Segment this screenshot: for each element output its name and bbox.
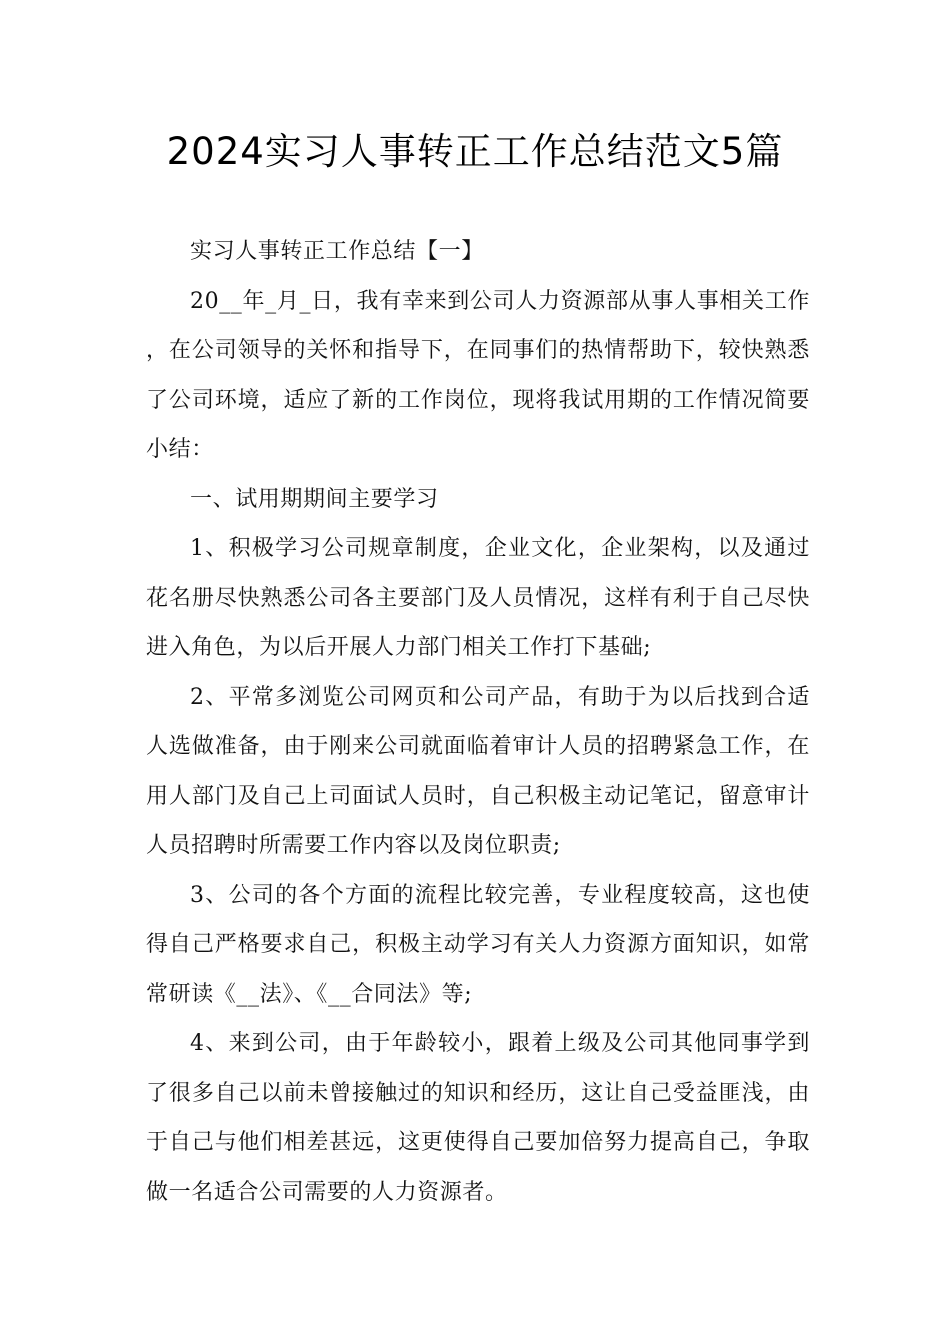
document-body (146, 227, 810, 1217)
paragraph-item-3: 3、公司的各个方面的流程比较完善，专业程度较高，这也使得自己严格要求自己，积极主动学习有关人力资源方面知识，如常常研读《__法》、《__合同法》等; (146, 882, 810, 1007)
section-heading: 实习人事转正工作总结【一】 (190, 239, 484, 264)
subheading-study: 一、试用期期间主要学习 (190, 486, 439, 512)
paragraph-item-4: 4、来到公司，由于年龄较小，跟着上级及公司其他同事学到了很多自己以前未曾接触过的知识和经历，这让自己受益匪浅，由于自己与他们相差甚远，这更使得自己要加倍努力提高自己，争取做一名适合公司需要的人力资源者。 (146, 1031, 810, 1205)
paragraph-item-2: 2、平常多浏览公司网页和公司产品，有助于为以后找到合适人选做准备，由于刚来公司就面临着审计人员的招聘紧急工作，在用人部门及自己上司面试人员时，自己积极主动记笔记，留意审计人员招聘时所需要工作内容以及岗位职责; (146, 684, 810, 858)
paragraph-intro: 20__年_月_日，我有幸来到公司人力资源部从事人事相关工作，在公司领导的关怀和指导下，在同事们的热情帮助下，较快熟悉了公司环境，适应了新的工作岗位，现将我试用期的工作情况简要小结： (146, 288, 810, 462)
paragraph-item-1: 1、积极学习公司规章制度，企业文化，企业架构，以及通过花名册尽快熟悉公司各主要部门及人员情况，这样有利于自己尽快进入角色，为以后开展人力部门相关工作打下基础; (146, 536, 810, 660)
document-title: 2024实习人事转正工作总结范文5篇 (166, 130, 784, 173)
